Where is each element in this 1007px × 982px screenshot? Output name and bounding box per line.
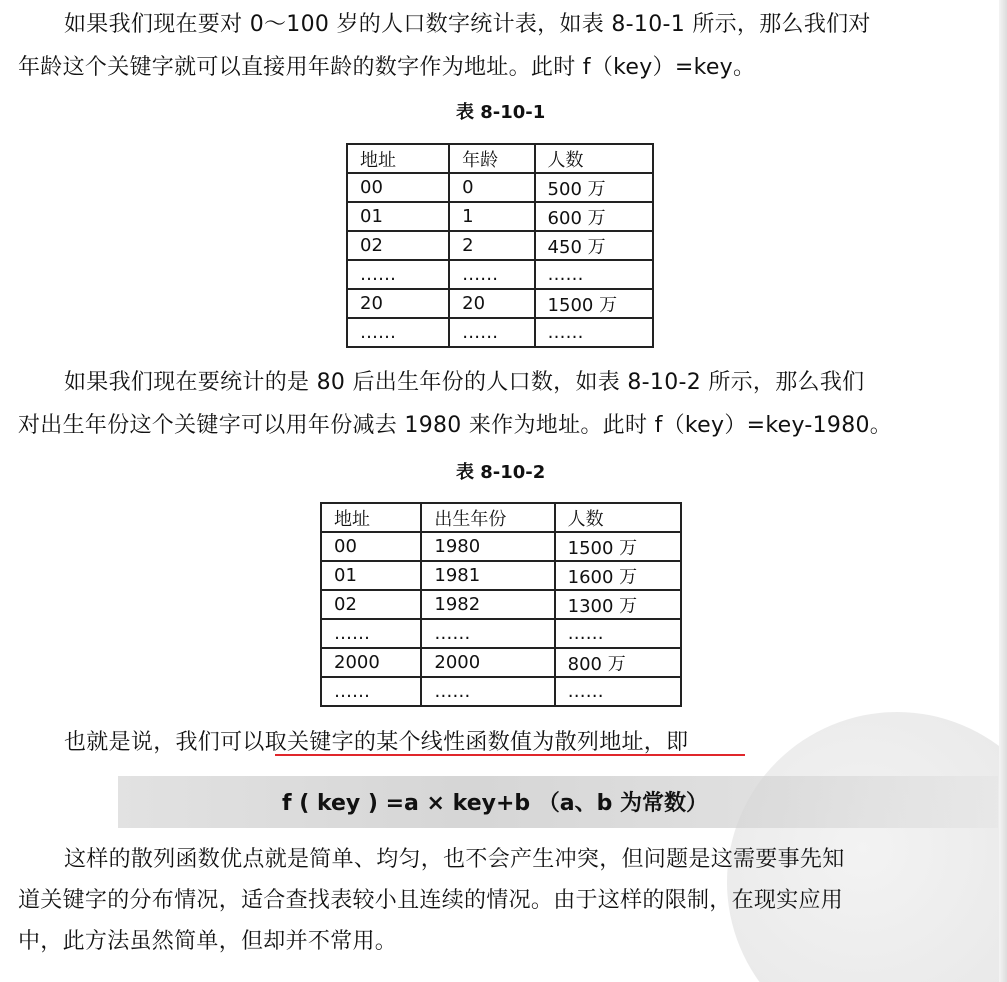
table-cell: 1300 万 bbox=[555, 590, 681, 619]
table-2-header-row bbox=[321, 503, 681, 532]
table-cell: 2000 bbox=[321, 648, 421, 677]
table-cell: …… bbox=[535, 318, 653, 347]
table-1-header-row bbox=[347, 144, 653, 173]
table-cell: …… bbox=[347, 318, 449, 347]
table-row bbox=[321, 648, 681, 677]
table-cell: 00 bbox=[321, 532, 421, 561]
table-1-header-cell: 年龄 bbox=[449, 144, 534, 173]
table-cell: 2000 bbox=[421, 648, 554, 677]
table-row bbox=[347, 202, 653, 231]
table-cell: …… bbox=[347, 260, 449, 289]
table-cell: …… bbox=[449, 260, 534, 289]
table-cell: …… bbox=[555, 677, 681, 706]
table-cell: 20 bbox=[449, 289, 534, 318]
table-1 bbox=[346, 143, 654, 348]
table-row bbox=[321, 619, 681, 648]
table-row bbox=[347, 289, 653, 318]
table-cell: 1500 万 bbox=[535, 289, 653, 318]
table-2-header-cell: 地址 bbox=[321, 503, 421, 532]
table-cell: …… bbox=[421, 677, 554, 706]
table-cell: 02 bbox=[347, 231, 449, 260]
table-cell: …… bbox=[449, 318, 534, 347]
paragraph-3-line-1: 也就是说，我们可以取关键字的某个线性函数值为散列地址，即 bbox=[64, 730, 689, 755]
table-2-caption: 表 8-10-2 bbox=[456, 462, 546, 483]
table-1-header-cell: 人数 bbox=[535, 144, 653, 173]
table-cell: …… bbox=[555, 619, 681, 648]
table-2-header-cell: 出生年份 bbox=[421, 503, 554, 532]
table-cell: 1981 bbox=[421, 561, 554, 590]
paragraph-4-line-2: 道关键字的分布情况，适合查找表较小且连续的情况。由于这样的限制，在现实应用 bbox=[18, 888, 844, 913]
table-cell: 500 万 bbox=[535, 173, 653, 202]
table-cell: 20 bbox=[347, 289, 449, 318]
table-cell: 1982 bbox=[421, 590, 554, 619]
table-2 bbox=[320, 502, 682, 707]
formula: f ( key ) =a × key+b （a、b 为常数） bbox=[282, 791, 709, 816]
table-cell: …… bbox=[535, 260, 653, 289]
table-cell: …… bbox=[421, 619, 554, 648]
table-cell: 01 bbox=[321, 561, 421, 590]
paragraph-4-line-3: 中，此方法虽然简单，但却并不常用。 bbox=[18, 929, 398, 954]
table-cell: 450 万 bbox=[535, 231, 653, 260]
table-cell: 1980 bbox=[421, 532, 554, 561]
table-cell: 00 bbox=[347, 173, 449, 202]
table-cell: 1 bbox=[449, 202, 534, 231]
paragraph-2-line-2: 对出生年份这个关键字可以用年份减去 1980 来作为地址。此时 f（key）=key-1980。 bbox=[18, 413, 893, 438]
table-1-caption: 表 8-10-1 bbox=[456, 102, 546, 123]
paragraph-4-line-1: 这样的散列函数优点就是简单、均匀，也不会产生冲突，但问题是这需要事先知 bbox=[64, 847, 845, 872]
table-cell: 02 bbox=[321, 590, 421, 619]
table-row bbox=[321, 677, 681, 706]
table-cell: …… bbox=[321, 619, 421, 648]
scan-edge bbox=[999, 0, 1007, 982]
table-row bbox=[347, 318, 653, 347]
table-cell: 1600 万 bbox=[555, 561, 681, 590]
paragraph-1-line-2: 年龄这个关键字就可以直接用年龄的数字作为地址。此时 f（key）=key。 bbox=[18, 55, 756, 80]
paragraph-1-line-1: 如果我们现在要对 0～100 岁的人口数字统计表，如表 8-10-1 所示，那么我们对 bbox=[64, 12, 871, 37]
paragraph-2-line-1: 如果我们现在要统计的是 80 后出生年份的人口数，如表 8-10-2 所示，那么我们 bbox=[64, 370, 865, 395]
table-cell: 0 bbox=[449, 173, 534, 202]
table-row bbox=[321, 561, 681, 590]
table-cell: 600 万 bbox=[535, 202, 653, 231]
table-row bbox=[347, 173, 653, 202]
table-1-header-cell: 地址 bbox=[347, 144, 449, 173]
red-underline-annotation bbox=[275, 754, 745, 756]
table-cell: 800 万 bbox=[555, 648, 681, 677]
table-cell: 01 bbox=[347, 202, 449, 231]
table-row bbox=[321, 532, 681, 561]
table-cell: 2 bbox=[449, 231, 534, 260]
table-row bbox=[347, 260, 653, 289]
table-row bbox=[347, 231, 653, 260]
table-cell: …… bbox=[321, 677, 421, 706]
table-2-header-cell: 人数 bbox=[555, 503, 681, 532]
table-row bbox=[321, 590, 681, 619]
table-cell: 1500 万 bbox=[555, 532, 681, 561]
